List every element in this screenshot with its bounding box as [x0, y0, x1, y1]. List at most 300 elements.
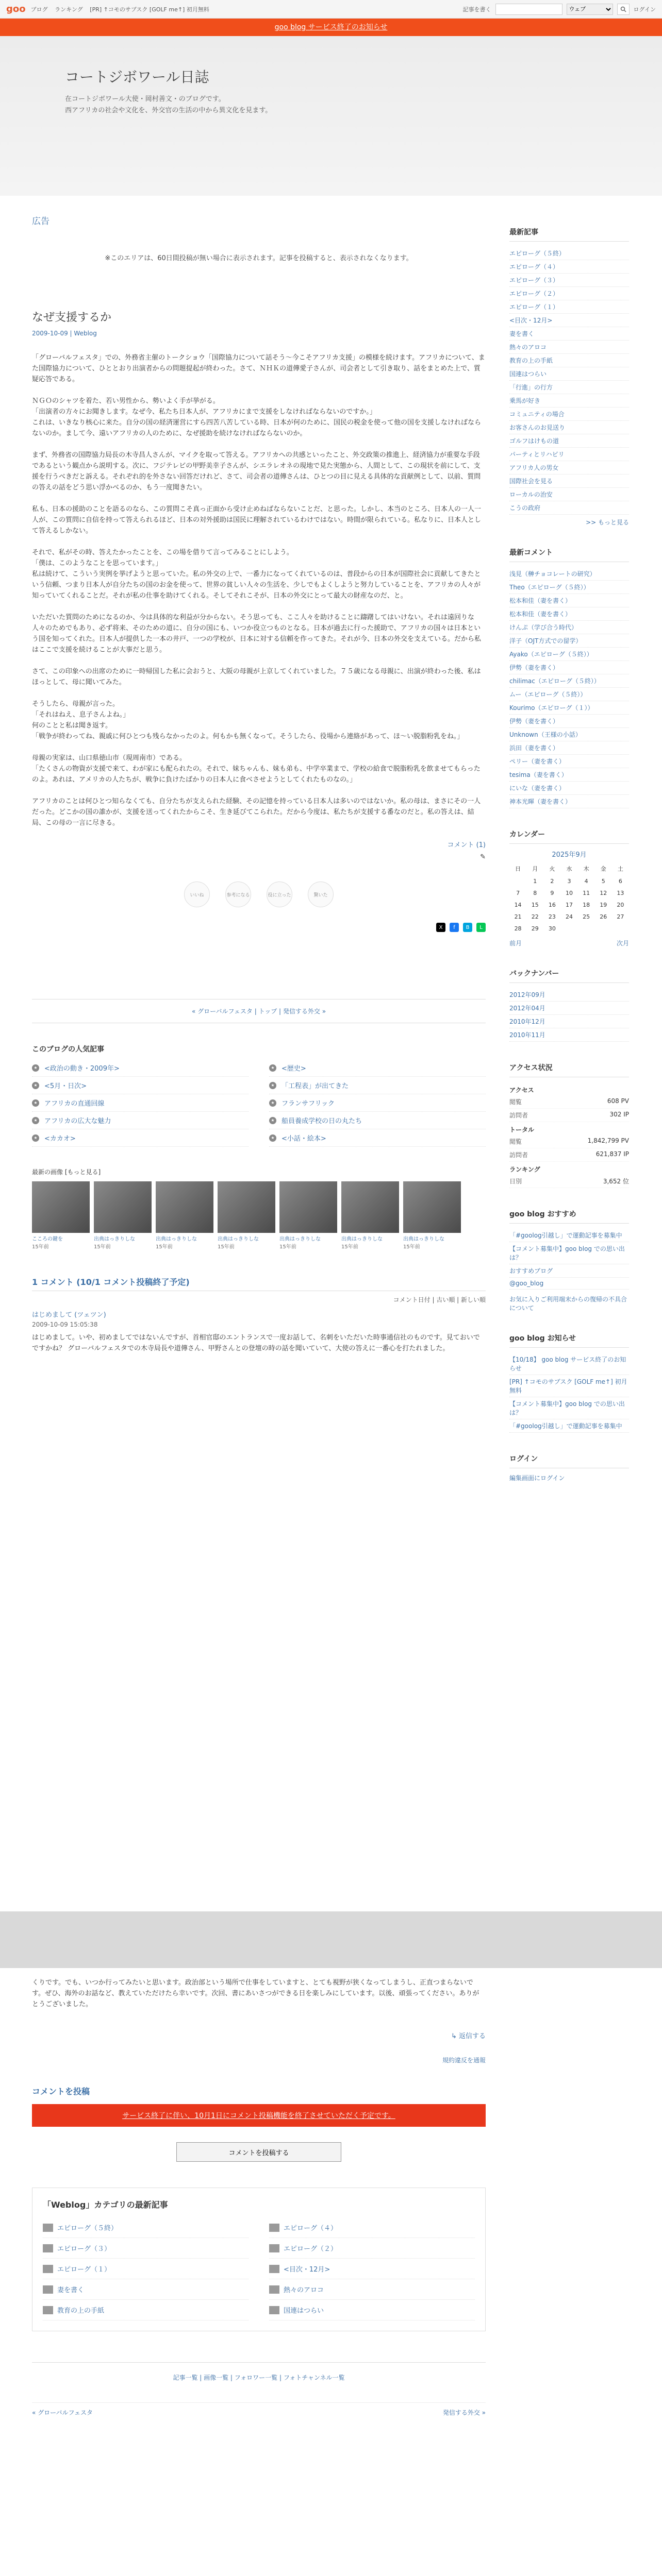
calendar-day: 23 [548, 913, 556, 920]
reaction-label: 驚いた [313, 892, 328, 898]
popular-item-label[interactable]: フランサフリック [282, 1100, 335, 1108]
access-row [509, 1095, 629, 1109]
post-line: そうしたら、母親が言った。 [32, 700, 120, 708]
facebook-icon[interactable]: f [450, 923, 459, 932]
goo-recommend-item[interactable]: 【コメント募集中】goo blog での思い出は？ [509, 1242, 629, 1264]
sidebar-recent-item[interactable]: 乗馬が好き [509, 394, 629, 408]
post-line: 私は続けて、こういう実例を挙げようと思っていた。私の外交の上で、一番力になってくれているのは、普段からの日本が国際社会に貢献してきたという信頼、つまり日本人が自分たちの国のお金を使って、世界の貧しい人々の生活を、少しでもよくしようと努力していることを、アフリカの人々が知っていてくれることだ。それが私の仕事を助けてくれる。そしてそれこそが、日本の外交にとって最大の財産なのだ、と。 [32, 570, 481, 600]
sidebar-comment-item[interactable]: 松本和佳（妻を書く） [509, 607, 629, 621]
popular-item[interactable] [269, 1094, 486, 1112]
thumb-caption[interactable]: こころの鍵を [32, 1236, 63, 1242]
search-button[interactable] [617, 4, 630, 15]
popular-item[interactable] [32, 1094, 249, 1112]
category-item[interactable] [43, 2217, 249, 2238]
comment-date: 2009-10-09 15:05:38 [32, 1321, 98, 1328]
popular-item-label[interactable]: 船員養成学校の日の丸たち [282, 1117, 362, 1125]
post-meta[interactable]: 2009-10-09 | Weblog [32, 330, 97, 337]
popular-item-label[interactable]: <小話・絵本> [282, 1135, 326, 1143]
calendar-day [595, 923, 612, 935]
rank-icon: ★ [269, 1117, 276, 1124]
sidebar-backnumber-title: バックナンバー [509, 968, 629, 983]
access-stats [509, 1082, 629, 1188]
sidebar-recent-item[interactable]: エピローグ（３） [509, 274, 629, 287]
rank-icon: ★ [269, 1134, 276, 1142]
recent-images-title[interactable]: 最新の画像 [もっと見る] [32, 1168, 101, 1176]
backnumber-item[interactable]: 2010年12月 [509, 1015, 629, 1028]
calendar-day: 22 [531, 913, 539, 920]
comment-end-banner[interactable] [32, 2104, 486, 2127]
goo-news-item[interactable]: [PR] ↑コモのサブスク [GOLF me↑] 初月無料 [509, 1375, 629, 1397]
thumb-item[interactable] [403, 1181, 461, 1250]
access-label: 閲覧 [509, 1138, 522, 1145]
calendar-day: 15 [531, 902, 539, 908]
lower-column [32, 1973, 486, 2417]
popular-item-label[interactable]: <政治の動き・2009年> [44, 1065, 120, 1073]
calendar-day: 7 [516, 890, 520, 896]
goo-recommend-item[interactable]: 「#goolog引越し」で運動記事を募集中 [509, 1229, 629, 1242]
sidebar-recent [509, 227, 629, 527]
category-item-label[interactable]: エピローグ（３） [57, 2245, 111, 2253]
top-nav [31, 5, 214, 13]
access-row [509, 1135, 629, 1148]
category-item[interactable] [269, 2279, 475, 2300]
thumbnail-icon [269, 2306, 279, 2314]
search-icon [620, 6, 626, 12]
thumb-row [32, 1181, 486, 1250]
calendar-day: 20 [617, 902, 624, 908]
sidebar-recent-item[interactable]: エピローグ（２） [509, 287, 629, 300]
popular-item[interactable] [269, 1059, 486, 1077]
calendar-day: 9 [550, 890, 554, 896]
calendar-week-row [509, 911, 629, 923]
goo-recommend-list [509, 1229, 629, 1290]
category-item[interactable] [269, 2238, 475, 2259]
thumb-caption[interactable]: 出典はっきりしな [218, 1236, 259, 1242]
blog-description-line: 在コートジボワール大使・岡村善文・のブログです。 [65, 95, 225, 103]
blog-title[interactable]: コートジボワール日誌 [65, 69, 209, 86]
post-line: まず、外務省の国際協力局長の木寺昌人さんが、マイクを取って答える。アフリカへの共感といったこと、外交政策の推進上、経済協力が重要な手段であるという観点から説明する。次に、フジテレビの甲野美幸子さんが、シエラレオネの現地で見た実態から、人間として、この現状を前にして、支援を行うべきだと訴える。それぞれ的を外さない回答だけれど、さて、司会者の道傳さんは、ひとつの目に見える具体的な貢献例として、以前、質問の答えの話をどう思い浮かべるのか、もう一度聞きたい。 [32, 451, 481, 492]
popular-item[interactable] [32, 1077, 249, 1094]
sidebar-recent-item[interactable]: 熱々のアロコ [509, 341, 629, 354]
backnumber-item[interactable]: 2012年04月 [509, 1002, 629, 1015]
calendar-day: 12 [600, 890, 607, 896]
blog-description [65, 94, 272, 116]
sidebar-comment-item[interactable]: 伊勢（妻を書く） [509, 715, 629, 728]
sidebar-comment-item[interactable]: 浅見（榊チョコレートの研究） [509, 567, 629, 581]
thumb-image[interactable] [279, 1181, 337, 1233]
sidebar-more-link[interactable]: >> もっと見る [586, 519, 629, 526]
ad-title: 広告 [32, 216, 49, 227]
reaction-useful-button[interactable] [267, 882, 292, 907]
goo-recommend-item[interactable]: @goo_blog [509, 1278, 629, 1290]
thumb-image[interactable] [156, 1181, 213, 1233]
category-item[interactable] [269, 2217, 475, 2238]
sidebar-recent-item[interactable]: 国連はつらい [509, 367, 629, 381]
rank-icon: ★ [32, 1082, 39, 1089]
sidebar-comment-item[interactable]: ペリー（妻を書く） [509, 755, 629, 768]
popular-item[interactable] [269, 1129, 486, 1147]
post-paragraph [32, 547, 486, 601]
calendar-header-row [509, 862, 629, 875]
thumb-caption[interactable]: 出典はっきりしな [341, 1236, 383, 1242]
access-row [509, 1175, 629, 1188]
popular-item[interactable] [32, 1129, 249, 1147]
access-row [509, 1109, 629, 1122]
thumb-caption[interactable]: 出典はっきりしな [279, 1236, 321, 1242]
popular-item-label[interactable]: 「工程表」が出てきた [282, 1082, 349, 1090]
popular-item-label[interactable]: <歴史> [282, 1065, 306, 1073]
thumb-date: 15年前 [403, 1244, 420, 1250]
sidebar-comment-item[interactable]: 浜田（妻を書く） [509, 741, 629, 755]
category-item[interactable] [43, 2238, 249, 2259]
sidebar [509, 227, 629, 1503]
ad-notice: ※このエリアは、60日間投稿が無い場合に表示されます。記事を投稿すると、表示されなくなります。 [105, 255, 413, 262]
category-item[interactable] [269, 2300, 475, 2320]
post-line: 「たくさんの物資が支援で来て、わが家にも配られたの。それで、妹ちゃんも、妹も弟も、中学卒業まで、学校の給食で脱脂粉乳を飲ませてもらったのよ。あれは、アメリカの人たちが、戦争に負けたばかりの日本人に食べさせようとしてくれたものなの。」 [32, 765, 481, 784]
search-scope-select[interactable] [567, 4, 613, 15]
thumb-image[interactable] [32, 1181, 90, 1233]
sidebar-comment-item[interactable]: 洋子（OJT方式での留学） [509, 634, 629, 648]
calendar-day: 13 [617, 890, 624, 896]
sidebar-comment-item[interactable]: Theo（エピローグ（５終）） [509, 581, 629, 594]
calendar-day: 6 [618, 878, 622, 885]
comment-count-link[interactable]: コメント (1) [447, 841, 486, 849]
thumbnail-icon [43, 2244, 53, 2252]
access-row [509, 1148, 629, 1162]
rank-icon: ★ [269, 1064, 276, 1072]
sidebar-login-title: ログイン [509, 1453, 629, 1468]
thumb-item[interactable] [279, 1181, 337, 1250]
edit-icon[interactable]: ✎ [480, 853, 486, 861]
sidebar-comment-item[interactable]: 松本和佳（妻を書く） [509, 594, 629, 607]
access-value: 302 IP [609, 1111, 629, 1118]
sidebar-recent-item[interactable]: アフリカ人の男女 [509, 461, 629, 474]
comment-body: はじめまして。いや、初めましてではないんですが、首相官邸のエントランスで一度お話して、名刺をいただいた時事通信社のものです。見ておいでですかね？ グローバルフェスタでの木寺局長や道傳さん、甲野さんとの登壇の時の話を聞いていて、大使の答えに一番心を打たれました。 [32, 1334, 480, 1352]
post-comment-count [32, 839, 486, 861]
thumb-date: 15年前 [279, 1244, 296, 1250]
loading-band [0, 1911, 662, 1968]
thumb-caption[interactable]: 出典はっきりしな [403, 1236, 444, 1242]
post-comment-button[interactable]: コメントを投稿する [176, 2142, 341, 2162]
category-item[interactable] [43, 2279, 249, 2300]
category-item-label[interactable]: エピローグ（５終） [57, 2225, 118, 2232]
rank-icon: ★ [269, 1099, 276, 1107]
calendar-next-link[interactable]: 次月 [616, 940, 629, 947]
goo-news-item[interactable]: 【10/18】 goo blog サービス終了のお知らせ [509, 1353, 629, 1375]
post-line: 私も、日本の援助のことを語るのなら、この質問こそ真っ正面から受け止めねばならないことだ、と思った。しかし、本当のところ、日本人の一人一人が、この質問に自信を持って答えられるほど、日本の対外援助は国民に理解されているわけではない。時間が限られている。私なりに、日本人として答えるしかない。 [32, 505, 482, 535]
popular-list [32, 1059, 486, 1147]
service-end-link[interactable]: goo blog サービス終了のお知らせ [274, 23, 388, 31]
calendar-week-row [509, 875, 629, 887]
category-item-label[interactable]: 熱々のアロコ [284, 2286, 324, 2294]
calendar-day: 28 [514, 925, 522, 932]
thumb-caption[interactable]: 出典はっきりしな [94, 1236, 135, 1242]
category-item-label[interactable]: 妻を書く [57, 2286, 85, 2294]
sidebar-recent-item[interactable]: ローカルの治安 [509, 488, 629, 501]
post-line: さて、この印象への出席のために一時帰国した私に会おうと、大阪の母親が上京してくれていました。７５歳になる母親に、出演が終わった後、私はほっとして、母に聞いてみた。 [32, 668, 481, 686]
sidebar-comment-item[interactable]: tesima（妻を書く） [509, 768, 629, 782]
reaction-like-button[interactable] [184, 882, 210, 907]
goo-news-item[interactable]: 「#goolog引越し」で運動記事を募集中 [509, 1419, 629, 1433]
popular-item-label[interactable]: <カカオ> [44, 1135, 76, 1143]
goo-news-list [509, 1353, 629, 1433]
access-subheading: ランキング [509, 1166, 540, 1173]
calendar-day [560, 923, 577, 935]
category-title: 「Weblog」カテゴリの最新記事 [43, 2200, 168, 2210]
category-item-label[interactable]: エピローグ（２） [284, 2245, 338, 2253]
calendar-day: 30 [548, 925, 556, 932]
calendar-week-row [509, 899, 629, 911]
access-label: 閲覧 [509, 1098, 522, 1106]
access-subheading: アクセス [509, 1087, 534, 1094]
calendar-weekday: 月 [532, 866, 538, 872]
popular-item-label[interactable]: アフリカの直通回線 [44, 1100, 105, 1108]
search-input[interactable] [495, 4, 562, 15]
backnumber-list [509, 988, 629, 1042]
reaction-surprised-button[interactable] [308, 882, 334, 907]
line-icon[interactable]: L [476, 923, 486, 932]
sidebar-recent-item[interactable]: 国際社会を見る [509, 474, 629, 488]
calendar-weekday: 水 [566, 866, 572, 872]
login-link[interactable]: ログイン [633, 6, 656, 13]
post-line: 母親の実家は、山口県徳山市（現周南市）である。 [32, 754, 187, 762]
thumb-date: 15年前 [218, 1244, 235, 1250]
calendar-day [509, 875, 526, 887]
post-line: アフリカのことは何ひとつ知らなくても、自分たちが支えられた経験、その記憶を持っている日本人は多いのではないか。私の母は、まさにその一人だった。どこかの国の誰かが、支援を送ってくれたからこそ、生き延びてこられた。だから今度は、私たちが支援する番なのだと。私の答えは、結局、この母の一言に尽きる。 [32, 798, 481, 827]
sidebar-comment-item[interactable]: Kourimo（エピローグ（１）） [509, 701, 629, 715]
reaction-buttons [32, 882, 486, 907]
sidebar-recent-item[interactable]: こうの政府 [509, 501, 629, 515]
sidebar-comment-item[interactable]: にいな（妻を書く） [509, 782, 629, 795]
calendar-day: 27 [617, 913, 624, 920]
calendar-weekday: 火 [549, 866, 555, 872]
post-line: 「グローバルフェスタ」での、外務省主催のトークショウ「国際協力について話そう〜今こそアフリカ支援」の模様を続けます。アフリカについて、また国際協力について、ひととおり出演者からの問題提起が終わった。さて、ＮＨＫの道傳愛子さんが、司会者として引き取り、話をまとめた上で、質疑応答である。 [32, 354, 485, 383]
category-item[interactable] [269, 2259, 475, 2279]
calendar-prev-link[interactable]: 前月 [509, 940, 522, 947]
blog-description-line: 西アフリカの社会や文化を、外交官の生活の中から異文化を見ます。 [65, 107, 272, 114]
comment-sort-tools[interactable]: コメント日付 | 古い順 | 新しい順 [393, 1296, 486, 1303]
thumbnail-icon [43, 2224, 53, 2232]
goo-logo[interactable]: goo [6, 4, 26, 14]
thumbnail-icon [43, 2306, 53, 2314]
thumb-item[interactable] [341, 1181, 399, 1250]
sidebar-recent-item[interactable]: エピローグ（１） [509, 300, 629, 314]
top-nav-ranking[interactable]: ランキング [55, 6, 83, 13]
calendar-day: 11 [583, 890, 590, 896]
thumb-image[interactable] [94, 1181, 152, 1233]
sidebar-goo [509, 1209, 629, 1312]
rank-icon: ★ [32, 1117, 39, 1124]
post-line: それで、私がその時、答えたかったことを、この場を借りて言ってみることにしよう。 [32, 549, 293, 556]
post-line: 「出演者の方々にお聞きします。なぜ今、私たち日本人が、アフリカにまで支援をしなければならないのですか。」 [32, 408, 376, 416]
access-label: 日別 [509, 1178, 522, 1185]
calendar-weekday: 木 [583, 866, 589, 872]
post-paragraph [32, 753, 486, 785]
footer-next-link[interactable]: 発信する外交 » [442, 2409, 486, 2416]
category-item-label[interactable]: 教育の上の手紙 [57, 2307, 105, 2315]
category-item[interactable] [43, 2300, 249, 2320]
thumb-item[interactable] [32, 1181, 90, 1250]
sidebar-recent-item[interactable]: 教育の上の手紙 [509, 354, 629, 367]
main-column [32, 214, 486, 1354]
calendar-day [612, 923, 629, 935]
top-toolbar [0, 0, 662, 19]
reply-label[interactable]: 返信する [458, 2032, 486, 2040]
calendar-day [578, 923, 595, 935]
report-link[interactable]: 規約違反を通報 [442, 2057, 486, 2064]
reply-link[interactable]: ↳ 返信する [451, 2032, 486, 2040]
post-line: いただいた質問のためになるのか、今は具体的な利益が分からない。そう思っても、ここ人々を助けることに躊躇してはいけない。それは遠回りな人々のためでもあり、必ず将来、そのための道に、自分の国にも、いつか役立つものとなる。日本が過去に行った援助で、アフリカの国々は日本という国を知ってくれた。日本人が提供した一本の井戸、一つの学校が、日本に対する信頼を作ってきた。それが今、日本の外交を支えている。だから私はここで支援を続けることが大事だと思う。 [32, 614, 482, 654]
sidebar-calendar-title: カレンダー [509, 829, 629, 844]
calendar-month: 2025年9月 [552, 851, 587, 859]
post-paragraph [32, 666, 486, 688]
thumbnail-icon [43, 2265, 53, 2273]
sidebar-comments [509, 547, 629, 808]
sidebar-comment-item[interactable]: けんぷ（学び合う時代） [509, 621, 629, 634]
blog-header [0, 36, 662, 196]
calendar-day: 1 [533, 878, 537, 885]
sidebar-backnumber [509, 968, 629, 1042]
category-item-label[interactable]: 国連はつらい [284, 2307, 324, 2315]
category-list [43, 2217, 475, 2320]
thumb-item[interactable] [218, 1181, 275, 1250]
service-end-banner[interactable] [0, 19, 662, 36]
backnumber-item[interactable]: 2010年11月 [509, 1028, 629, 1042]
popular-item[interactable] [269, 1112, 486, 1129]
sidebar-comment-item[interactable]: Ayako（エピローグ（５終）） [509, 648, 629, 661]
comment-body-tail: くりです。でも、いつか行ってみたいと思います。政治部という場所で仕事をしていますと、とても視野が狭くなってしまうし、正直つまらないです。ぜひ、海外のお話など、教えていただけたら幸いです。次回、書にあいさつができる日を楽しみにしています。以後、頑張ってください。ありがとうございました。 [32, 1979, 479, 2008]
thumb-image[interactable] [218, 1181, 275, 1233]
calendar-weekday: 金 [600, 866, 606, 872]
thumb-item[interactable] [156, 1181, 213, 1250]
category-item-label[interactable]: <目次・12月> [284, 2266, 330, 2274]
calendar-day: 14 [514, 902, 522, 908]
access-value: 621,837 IP [595, 1150, 629, 1158]
access-subheading: トータル [509, 1126, 535, 1133]
access-label: 訪問者 [509, 1151, 528, 1159]
access-value: 608 PV [607, 1097, 629, 1105]
sidebar-recent-item[interactable]: 「行進」の行方 [509, 381, 629, 394]
goo-recommend-item[interactable]: おすすめブログ [509, 1264, 629, 1278]
popular-item-label[interactable]: アフリカの広大な魅力 [44, 1117, 111, 1125]
thumb-caption[interactable]: 出典はっきりしな [156, 1236, 197, 1242]
top-nav-blog[interactable]: ブログ [30, 6, 48, 13]
sidebar-goo-title: goo blog おすすめ [509, 1209, 629, 1224]
x-icon[interactable]: X [436, 923, 445, 932]
sidebar-comment-item[interactable]: Unknown（王様の小話） [509, 728, 629, 741]
sidebar-recent-list [509, 247, 629, 515]
post-paragraph [32, 504, 486, 536]
calendar-day: 25 [583, 913, 590, 920]
reaction-helpful-button[interactable] [225, 882, 251, 907]
post-line: 何のことと私は聞き返す。 [32, 722, 112, 730]
rank-icon: ★ [32, 1134, 39, 1142]
popular-item[interactable] [269, 1077, 486, 1094]
footer-nav[interactable]: 記事一覧 | 画像一覧 | フォロワー一覧 | フォトチャンネル一覧 [32, 2362, 486, 2382]
sidebar-comment-item[interactable]: ムー（エピローグ（５終）） [509, 688, 629, 701]
sidebar-login [509, 1453, 629, 1482]
calendar-nav [509, 939, 629, 947]
goo-notice-link[interactable]: お気に入りご利用端末からの復帰の不具合について [509, 1296, 627, 1312]
sidebar-news-title: goo blog お知らせ [509, 1333, 629, 1348]
footer-pager [32, 2402, 486, 2417]
sidebar-recent-item[interactable]: <目次・12月> [509, 314, 629, 327]
popular-item[interactable] [32, 1059, 249, 1077]
login-edit-link[interactable]: 編集画面にログイン [509, 1475, 565, 1482]
sidebar-access [509, 1062, 629, 1188]
thumbnail-icon [269, 2244, 279, 2252]
top-nav-pr[interactable]: [PR] ↑コモのサブスク [GOLF me↑] 初月無料 [90, 6, 209, 13]
post-pager[interactable]: « グローバルフェスタ | トップ | 発信する外交 » [32, 999, 486, 1023]
thumb-date: 15年前 [32, 1244, 49, 1250]
calendar-weekday: 日 [515, 866, 521, 872]
calendar-day: 8 [533, 890, 537, 896]
popular-item-label[interactable]: <5月・日次> [44, 1082, 87, 1090]
thumb-date: 15年前 [156, 1244, 173, 1250]
calendar-day: 24 [565, 913, 573, 920]
sidebar-recent-item[interactable]: エピローグ（５終） [509, 247, 629, 260]
post-title[interactable]: なぜ支援するか [32, 311, 112, 324]
category-box [32, 2188, 486, 2331]
category-item-label[interactable]: エピローグ（１） [57, 2266, 111, 2274]
hatena-icon[interactable]: B [463, 923, 472, 932]
top-right [463, 4, 656, 15]
category-item[interactable] [43, 2259, 249, 2279]
sidebar-comment-item[interactable]: 神本光暉（妻を書く） [509, 795, 629, 808]
sidebar-recent-item[interactable]: コミュニティの場合 [509, 408, 629, 421]
sidebar-comment-item[interactable]: chilimac（エピローグ（５終）） [509, 674, 629, 688]
calendar-day: 26 [600, 913, 607, 920]
footer-prev-link[interactable]: « グローバルフェスタ [32, 2409, 93, 2416]
calendar-day: 4 [584, 878, 588, 885]
sidebar-access-title: アクセス状況 [509, 1062, 629, 1077]
category-item-label[interactable]: エピローグ（４） [284, 2225, 338, 2232]
sidebar-recent-item[interactable]: お客さんのお見送り [509, 421, 629, 434]
calendar-table [509, 862, 629, 935]
calendar-day: 2 [550, 878, 554, 885]
goo-news-item[interactable]: 【コメント募集中】goo blog での思い出は？ [509, 1397, 629, 1419]
rank-icon: ★ [32, 1099, 39, 1107]
calendar-day: 18 [583, 902, 590, 908]
sidebar-comments-list [509, 567, 629, 808]
rank-icon: ★ [269, 1082, 276, 1089]
post-paragraph [32, 450, 486, 493]
sidebar-news [509, 1333, 629, 1433]
sidebar-comment-item[interactable]: 伊勢（妻を書く） [509, 661, 629, 674]
thumb-item[interactable] [94, 1181, 152, 1250]
sidebar-recent-item[interactable]: エピローグ（４） [509, 260, 629, 274]
sidebar-recent-item[interactable]: 妻を書く [509, 327, 629, 341]
post-paragraph [32, 352, 486, 385]
calendar-day: 3 [567, 878, 571, 885]
post-line: 「僕は、このようなことを思っています。」 [32, 560, 162, 567]
sidebar-recent-item[interactable]: ゴルフはけもの道 [509, 434, 629, 448]
popular-item[interactable] [32, 1112, 249, 1129]
thumb-image[interactable] [403, 1181, 461, 1233]
post-paragraph [32, 796, 486, 828]
thumb-date: 15年前 [94, 1244, 111, 1250]
sidebar-calendar [509, 829, 629, 947]
thumb-image[interactable] [341, 1181, 399, 1233]
calendar-day: 10 [565, 890, 573, 896]
write-post-link[interactable]: 記事を書く [462, 6, 491, 13]
comment-end-text[interactable]: サービス終了に伴い、10月1日にコメント投稿機能を終了させていただく予定です。 [122, 2112, 395, 2120]
post-line: 「戦争が終わってね、親戚に何ひとつも残らなかったのよ。何もかも無くなって。そうしたら、役場から連絡があって、ほ〜い脱脂粉乳をね。」 [32, 733, 464, 740]
comment-author[interactable]: はじめまして (ツェツン) [32, 1311, 106, 1319]
backnumber-item[interactable]: 2012年09月 [509, 988, 629, 1002]
sidebar-recent-item[interactable]: パーティとリハビリ [509, 448, 629, 461]
calendar-day: 21 [514, 913, 522, 920]
